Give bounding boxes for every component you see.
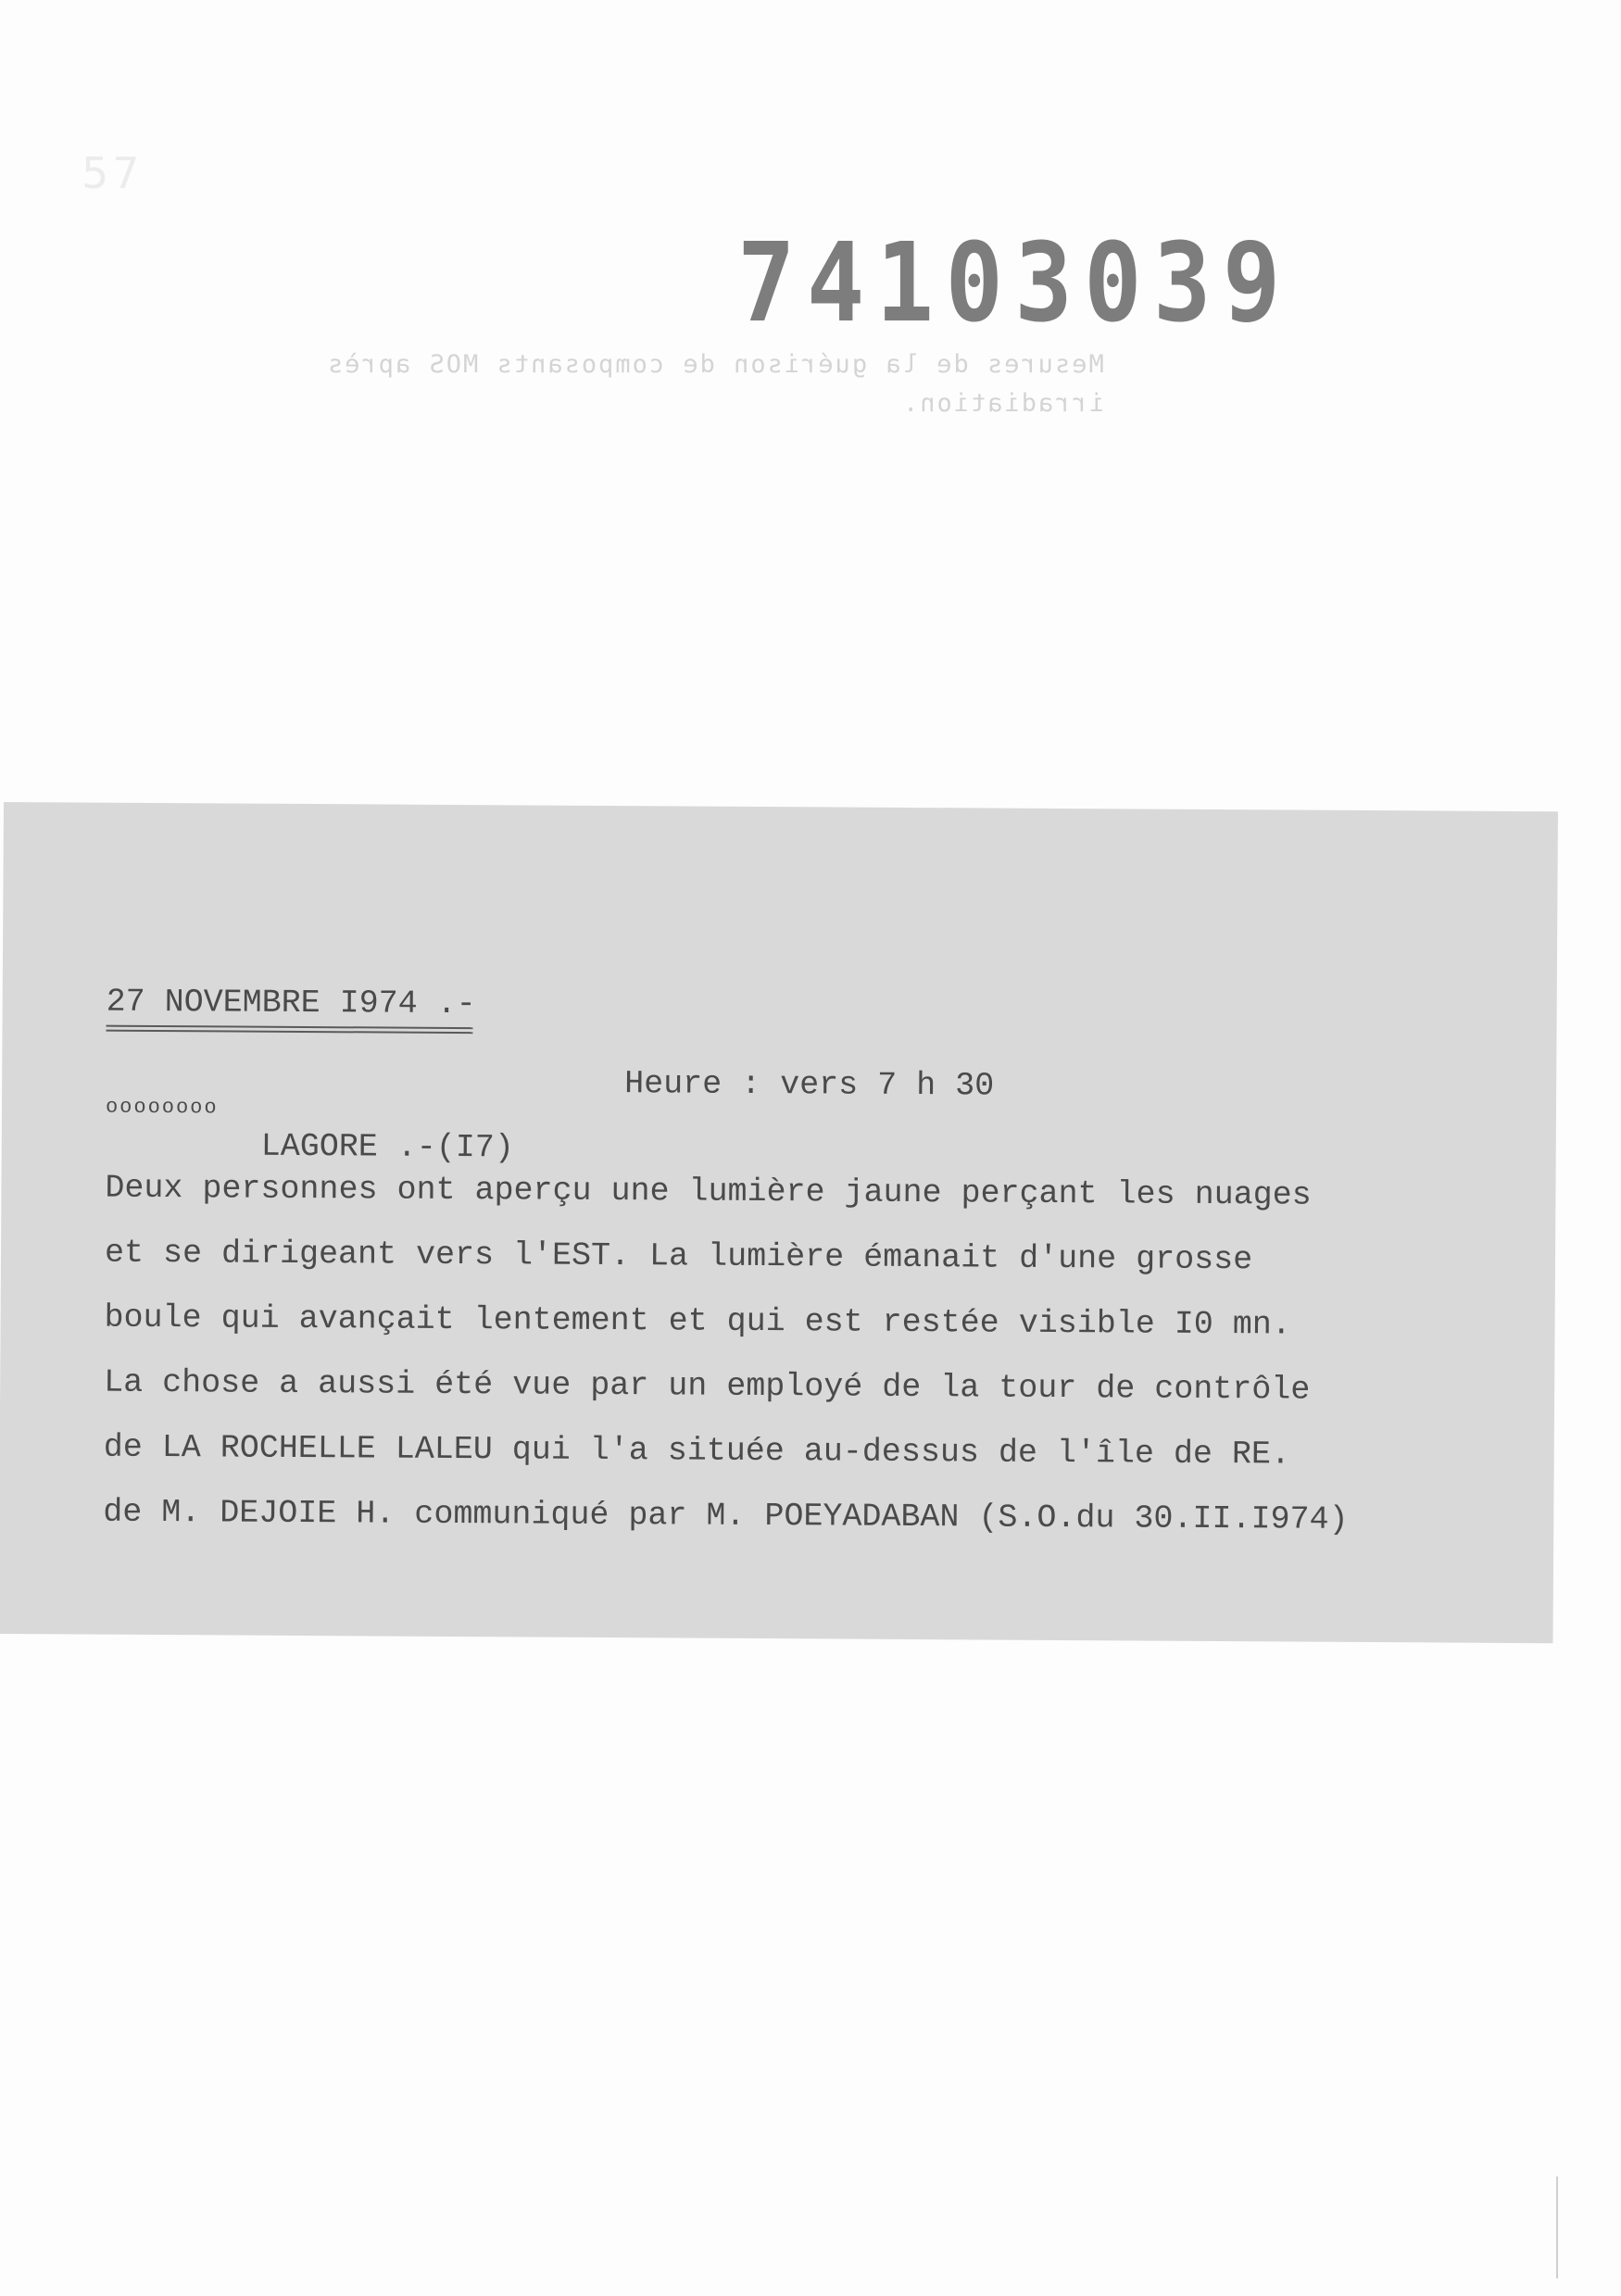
report-body-line-2: et se dirigeant vers l'EST. La lumière émanait d'une grosse <box>104 1234 1253 1279</box>
report-body-line-6: de M. DEJOIE H. communiqué par M. POEYADABAN (S.O.du 30.II.I974) <box>103 1493 1349 1538</box>
pasted-report-card <box>0 802 1558 1643</box>
archive-stamp-number: 74103039 <box>737 219 1292 346</box>
report-place: LAGORE .-(I7) <box>260 1127 514 1167</box>
report-body-line-1: Deux personnes ont aperçu une lumière jaune perçant les nuages <box>105 1169 1312 1214</box>
faint-page-number: 57 <box>82 148 144 198</box>
report-body-line-4: La chose a aussi été vue par un employé de la tour de contrôle <box>104 1363 1311 1409</box>
bleed-through-line-1: Mesures de la guérison de composants MOS après <box>326 350 1104 379</box>
report-body-line-5: de LA ROCHELLE LALEU qui l'a située au-dessus de l'île de RE. <box>103 1428 1291 1474</box>
bleed-through-line-2: irradiation. <box>900 389 1104 418</box>
date-double-underline <box>106 1025 472 1034</box>
report-body-line-3: boule qui avançait lentement et qui est restée visible I0 mn. <box>104 1299 1291 1344</box>
report-time: Heure : vers 7 h 30 <box>624 1065 995 1105</box>
report-card-text <box>103 970 1524 1553</box>
place-underline-circles: oooooooo <box>105 1095 219 1120</box>
page-edge-mark <box>1556 2177 1558 2278</box>
report-date: 27 NOVEMBRE I974 .- <box>106 983 476 1023</box>
